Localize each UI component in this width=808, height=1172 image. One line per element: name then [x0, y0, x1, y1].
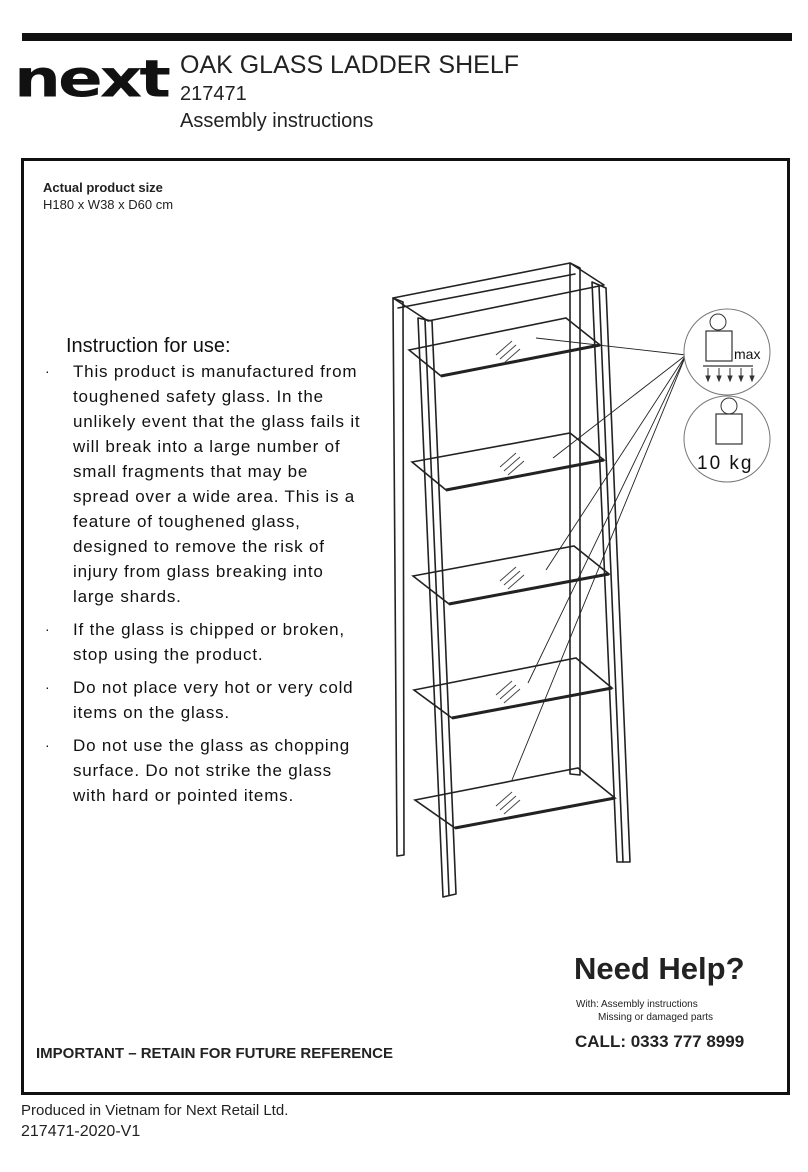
footer-produced: Produced in Vietnam for Next Retail Ltd.: [21, 1102, 289, 1119]
brand-logo: next: [14, 48, 168, 109]
product-size-label: Actual product size: [43, 180, 163, 195]
list-item: [40, 733, 370, 808]
instruction-text: Do not place very hot or very cold items on the glass.: [73, 678, 354, 722]
max-label: max: [734, 346, 761, 362]
bullet-marker: ·: [45, 363, 51, 379]
help-title: Need Help?: [574, 951, 745, 986]
instruction-text: Do not use the glass as chopping surface. Do not strike the glass with hard or pointed items.: [73, 736, 350, 805]
bullet-marker: ·: [45, 621, 51, 637]
bullet-marker: ·: [45, 679, 51, 695]
bullet-marker: ·: [45, 737, 51, 753]
list-item: [40, 675, 370, 725]
document-subtitle: Assembly instructions: [180, 110, 374, 132]
instructions-title: Instruction for use:: [66, 335, 231, 357]
help-phone[interactable]: CALL: 0333 777 8999: [575, 1032, 745, 1051]
list-item: [40, 617, 370, 667]
help-line-parts: Missing or damaged parts: [598, 1012, 714, 1023]
glass-reflection-marks: [496, 341, 524, 814]
product-code: 217471: [180, 83, 247, 105]
instruction-text: If the glass is chipped or broken, stop using the product.: [73, 620, 345, 664]
footer-doc-code: 217471-2020-V1: [21, 1123, 141, 1140]
product-size-value: H180 x W38 x D60 cm: [43, 197, 174, 212]
load-limit-icon: [684, 309, 770, 395]
help-line-assembly: With: Assembly instructions: [576, 999, 698, 1010]
list-item: [40, 359, 370, 609]
weight-label: 10 kg: [697, 453, 754, 474]
instruction-text: This product is manufactured from toughened safety glass. In the unlikely event that the glass fails it will break into a large number of small fragments that may be spread over a wide area. This is a feature of toughened glass, designed to remove the risk of injury from glass breaking into large shards.: [73, 362, 361, 606]
weight-icon: [684, 396, 770, 482]
glass-shelves: [409, 318, 615, 828]
instructions-list: [40, 359, 370, 816]
callout-lines: [512, 338, 686, 780]
product-title: OAK GLASS LADDER SHELF: [180, 51, 520, 79]
important-notice: IMPORTANT – RETAIN FOR FUTURE REFERENCE: [36, 1045, 393, 1062]
